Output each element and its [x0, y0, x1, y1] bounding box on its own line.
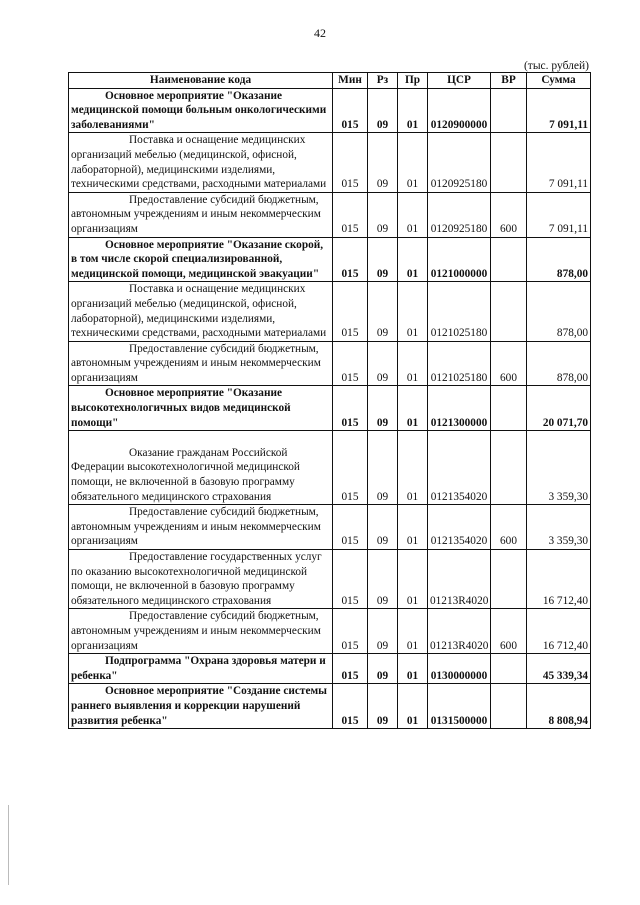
row-vr [491, 237, 527, 282]
row-pr: 01 [398, 341, 428, 386]
row-csr: 0121025180 [428, 282, 491, 341]
row-csr: 01213R4020 [428, 550, 491, 609]
table-row [69, 431, 591, 505]
row-csr: 0121000000 [428, 237, 491, 282]
row-name [69, 386, 333, 431]
row-rz: 09 [368, 609, 398, 654]
row-min: 015 [333, 550, 368, 609]
table-row [69, 133, 591, 192]
row-spacer [71, 431, 330, 446]
row-min: 015 [333, 431, 368, 505]
row-rz: 09 [368, 282, 398, 341]
row-csr: 0121025180 [428, 341, 491, 386]
table-row [69, 386, 591, 431]
page-number: 42 [314, 26, 326, 40]
row-rz: 09 [368, 654, 398, 684]
budget-table [68, 72, 591, 729]
row-sum: 3 359,30 [527, 431, 591, 505]
header-rz: Рз [368, 73, 398, 89]
row-name-text: Предоставление государственных услуг по оказанию высокотехнологичной медицинской помощи, не включенной в базовую программу обязательного медицинского страхования [71, 551, 322, 607]
row-rz: 09 [368, 237, 398, 282]
row-name-text: Предоставление субсидий бюджетным, автономным учреждениям и иным некоммерческим организациям [71, 193, 321, 235]
row-name [69, 684, 333, 729]
row-pr: 01 [398, 133, 428, 192]
row-csr: 01213R4020 [428, 609, 491, 654]
row-vr [491, 88, 527, 133]
row-name [69, 505, 333, 550]
table-header-row [69, 73, 591, 89]
row-rz: 09 [368, 431, 398, 505]
table-row [69, 88, 591, 133]
row-rz: 09 [368, 550, 398, 609]
row-sum: 16 712,40 [527, 550, 591, 609]
row-name [69, 237, 333, 282]
row-sum: 878,00 [527, 237, 591, 282]
row-name-text: Основное мероприятие "Оказание высокотехнологичных видов медицинской помощи" [71, 387, 291, 429]
row-min: 015 [333, 88, 368, 133]
row-name [69, 654, 333, 684]
row-sum: 878,00 [527, 282, 591, 341]
table-row [69, 609, 591, 654]
row-pr: 01 [398, 609, 428, 654]
row-sum: 45 339,34 [527, 654, 591, 684]
row-pr: 01 [398, 386, 428, 431]
header-csr: ЦСР [428, 73, 491, 89]
row-name-text: Подпрограмма "Охрана здоровья матери и ребенка" [71, 655, 326, 682]
row-rz: 09 [368, 133, 398, 192]
row-min: 015 [333, 237, 368, 282]
row-name [69, 431, 333, 505]
row-name-text: Предоставление субсидий бюджетным, автономным учреждениям и иным некоммерческим организациям [71, 342, 321, 384]
row-sum: 3 359,30 [527, 505, 591, 550]
row-vr [491, 282, 527, 341]
header-vr: ВР [491, 73, 527, 89]
row-csr: 0121354020 [428, 431, 491, 505]
row-csr: 0120925180 [428, 192, 491, 237]
header-pr: Пр [398, 73, 428, 89]
row-sum: 7 091,11 [527, 88, 591, 133]
table-body [69, 88, 591, 729]
table-row [69, 684, 591, 729]
units-label: (тыс. рублей) [523, 60, 589, 72]
table-row [69, 550, 591, 609]
row-csr: 0121300000 [428, 386, 491, 431]
row-csr: 0120900000 [428, 88, 491, 133]
row-pr: 01 [398, 88, 428, 133]
row-name-text: Предоставление субсидий бюджетным, автономным учреждениям и иным некоммерческим организациям [71, 506, 321, 548]
row-min: 015 [333, 386, 368, 431]
row-name [69, 282, 333, 341]
row-rz: 09 [368, 341, 398, 386]
row-pr: 01 [398, 431, 428, 505]
row-vr: 600 [491, 192, 527, 237]
row-name [69, 609, 333, 654]
row-csr: 0120925180 [428, 133, 491, 192]
row-sum: 7 091,11 [527, 133, 591, 192]
row-name [69, 133, 333, 192]
row-vr [491, 133, 527, 192]
row-vr [491, 431, 527, 505]
row-min: 015 [333, 192, 368, 237]
row-sum: 16 712,40 [527, 609, 591, 654]
row-sum: 8 808,94 [527, 684, 591, 729]
row-rz: 09 [368, 386, 398, 431]
row-rz: 09 [368, 684, 398, 729]
table-row [69, 192, 591, 237]
row-name-text: Оказание гражданам Российской Федерации высокотехнологичной медицинской помощи, не включенной в базовую программу обязательного медицинского страхования [71, 446, 300, 503]
row-pr: 01 [398, 505, 428, 550]
row-rz: 09 [368, 505, 398, 550]
row-vr: 600 [491, 341, 527, 386]
row-min: 015 [333, 505, 368, 550]
row-pr: 01 [398, 654, 428, 684]
table-row [69, 237, 591, 282]
row-rz: 09 [368, 88, 398, 133]
row-pr: 01 [398, 237, 428, 282]
row-csr: 0131500000 [428, 684, 491, 729]
row-name-text: Основное мероприятие "Создание системы раннего выявления и коррекции нарушений развития ребенка" [71, 685, 327, 727]
row-name [69, 550, 333, 609]
row-name-text: Предоставление субсидий бюджетным, автономным учреждениям и иным некоммерческим организациям [71, 610, 321, 652]
row-vr [491, 684, 527, 729]
row-vr [491, 550, 527, 609]
header-min: Мин [333, 73, 368, 89]
row-vr [491, 654, 527, 684]
row-sum: 20 071,70 [527, 386, 591, 431]
row-pr: 01 [398, 282, 428, 341]
row-name [69, 341, 333, 386]
row-name-text: Поставка и оснащение медицинских организаций мебелью (медицинской, офисной, лабораторной), медицинскими изделиями, техническими средствами, расходными материалами [71, 283, 327, 340]
row-name-text: Поставка и оснащение медицинских организаций мебелью (медицинской, офисной, лабораторной), медицинскими изделиями, техническими средствами, расходными материалами [71, 134, 327, 191]
table-row [69, 654, 591, 684]
table-row [69, 282, 591, 341]
scan-edge-mark [8, 805, 9, 885]
row-name-text: Основное мероприятие "Оказание медицинской помощи больным онкологическими заболеваниями" [71, 89, 327, 131]
row-sum: 878,00 [527, 341, 591, 386]
row-min: 015 [333, 609, 368, 654]
row-pr: 01 [398, 192, 428, 237]
row-name [69, 88, 333, 133]
row-sum: 7 091,11 [527, 192, 591, 237]
row-name [69, 192, 333, 237]
row-pr: 01 [398, 550, 428, 609]
row-min: 015 [333, 282, 368, 341]
row-min: 015 [333, 341, 368, 386]
row-vr [491, 386, 527, 431]
row-pr: 01 [398, 684, 428, 729]
table-row [69, 341, 591, 386]
row-vr: 600 [491, 505, 527, 550]
row-csr: 0130000000 [428, 654, 491, 684]
row-min: 015 [333, 654, 368, 684]
row-vr: 600 [491, 609, 527, 654]
table-row [69, 505, 591, 550]
row-name-text: Основное мероприятие "Оказание скорой, в том числе скорой специализированной, медицинской помощи, медицинской эвакуации" [71, 238, 324, 280]
row-min: 015 [333, 684, 368, 729]
row-min: 015 [333, 133, 368, 192]
row-csr: 0121354020 [428, 505, 491, 550]
header-sum: Сумма [527, 73, 591, 89]
header-name: Наименование кода [69, 73, 333, 89]
row-rz: 09 [368, 192, 398, 237]
